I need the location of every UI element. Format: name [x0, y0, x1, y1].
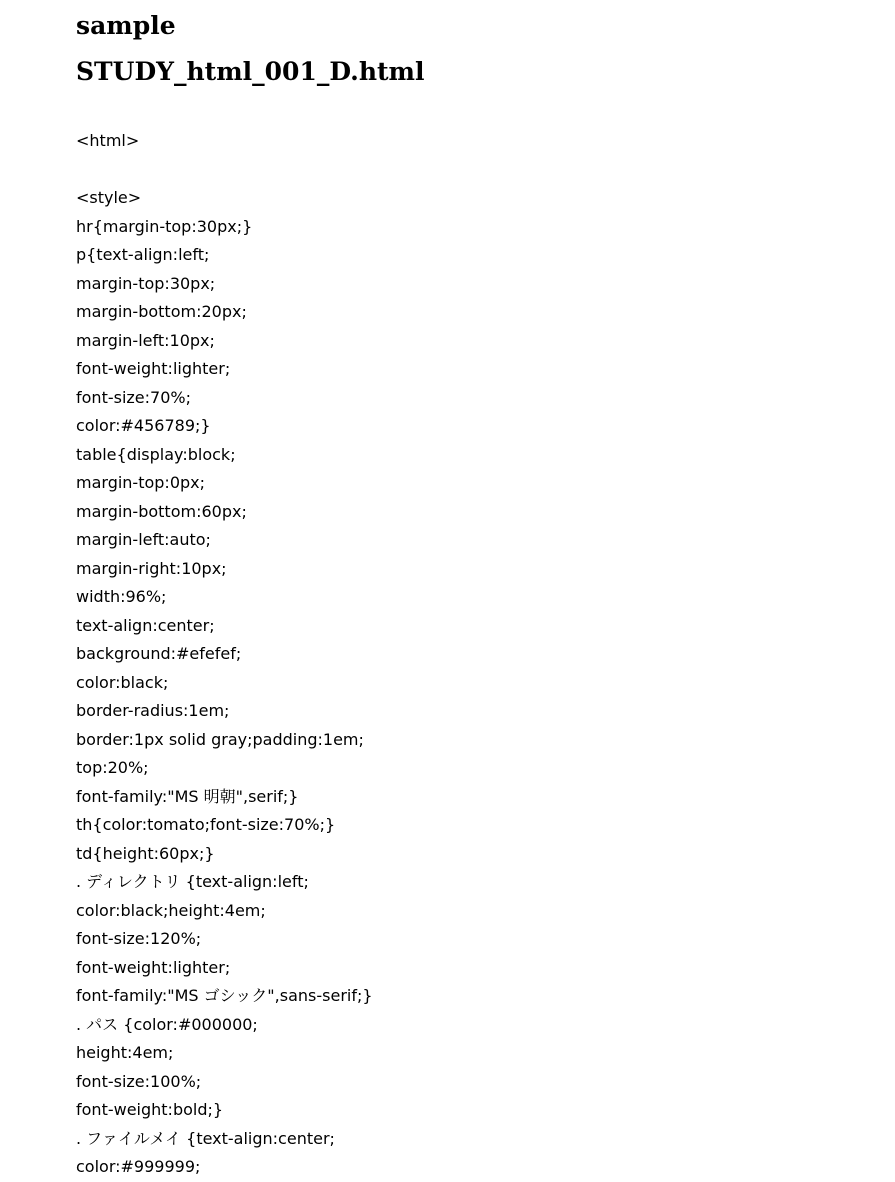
code-line: border:1px solid gray;padding:1em; — [76, 729, 364, 749]
document-page — [76, 0, 876, 1182]
code-line: margin-right:10px; — [76, 558, 227, 578]
code-line: margin-left:10px; — [76, 330, 215, 350]
code-line: margin-bottom:20px; — [76, 302, 247, 321]
code-line: color:#999999; — [76, 1157, 201, 1176]
code-line: background:#efefef; — [76, 644, 242, 663]
code-line: font-family:"MS ゴシック",sans-serif;} — [76, 986, 373, 1005]
code-line: td{height:60px;} — [76, 843, 215, 863]
code-line: color:black; — [76, 672, 169, 692]
code-line: font-size:70%; — [76, 387, 191, 407]
code-line: color:black;height:4em; — [76, 900, 266, 920]
code-line: height:4em; — [76, 1043, 174, 1062]
code-line — [76, 156, 876, 185]
code-line: margin-bottom:60px; — [76, 501, 247, 521]
code-line: text-align:center; — [76, 615, 215, 635]
code-line: width:96%; — [76, 587, 167, 606]
code-line: font-weight:lighter; — [76, 359, 231, 378]
code-line: border-radius:1em; — [76, 701, 230, 720]
code-line: margin-left:auto; — [76, 530, 211, 549]
code-line: p{text-align:left; — [76, 245, 210, 264]
code-line: top:20%; — [76, 758, 149, 777]
code-line: . パス {color:#000000; — [76, 1014, 258, 1034]
code-line: <style> — [76, 188, 142, 207]
code-line: . ファイルメイ {text-align:center; — [76, 1128, 335, 1148]
code-line: margin-top:0px; — [76, 473, 206, 492]
code-line: font-weight:bold;} — [76, 1100, 224, 1119]
code-line: font-size:100%; — [76, 1071, 202, 1091]
code-line: th{color:tomato;font-size:70%;} — [76, 815, 336, 834]
document-title: sample — [76, 11, 176, 40]
code-line: hr{margin-top:30px;} — [76, 216, 253, 236]
code-line: margin-top:30px; — [76, 273, 216, 293]
code-line: font-family:"MS 明朝",serif;} — [76, 786, 299, 806]
code-listing — [76, 127, 876, 1182]
code-line: . ディレクトリ {text-align:left; — [76, 872, 309, 891]
code-line: <html> — [76, 131, 140, 150]
code-line: table{display:block; — [76, 444, 236, 464]
code-line: font-size:120%; — [76, 929, 202, 948]
code-line: color:#456789;} — [76, 416, 211, 435]
document-filename: STUDY_html_001_D.html — [76, 57, 425, 86]
code-line: font-weight:lighter; — [76, 957, 231, 977]
